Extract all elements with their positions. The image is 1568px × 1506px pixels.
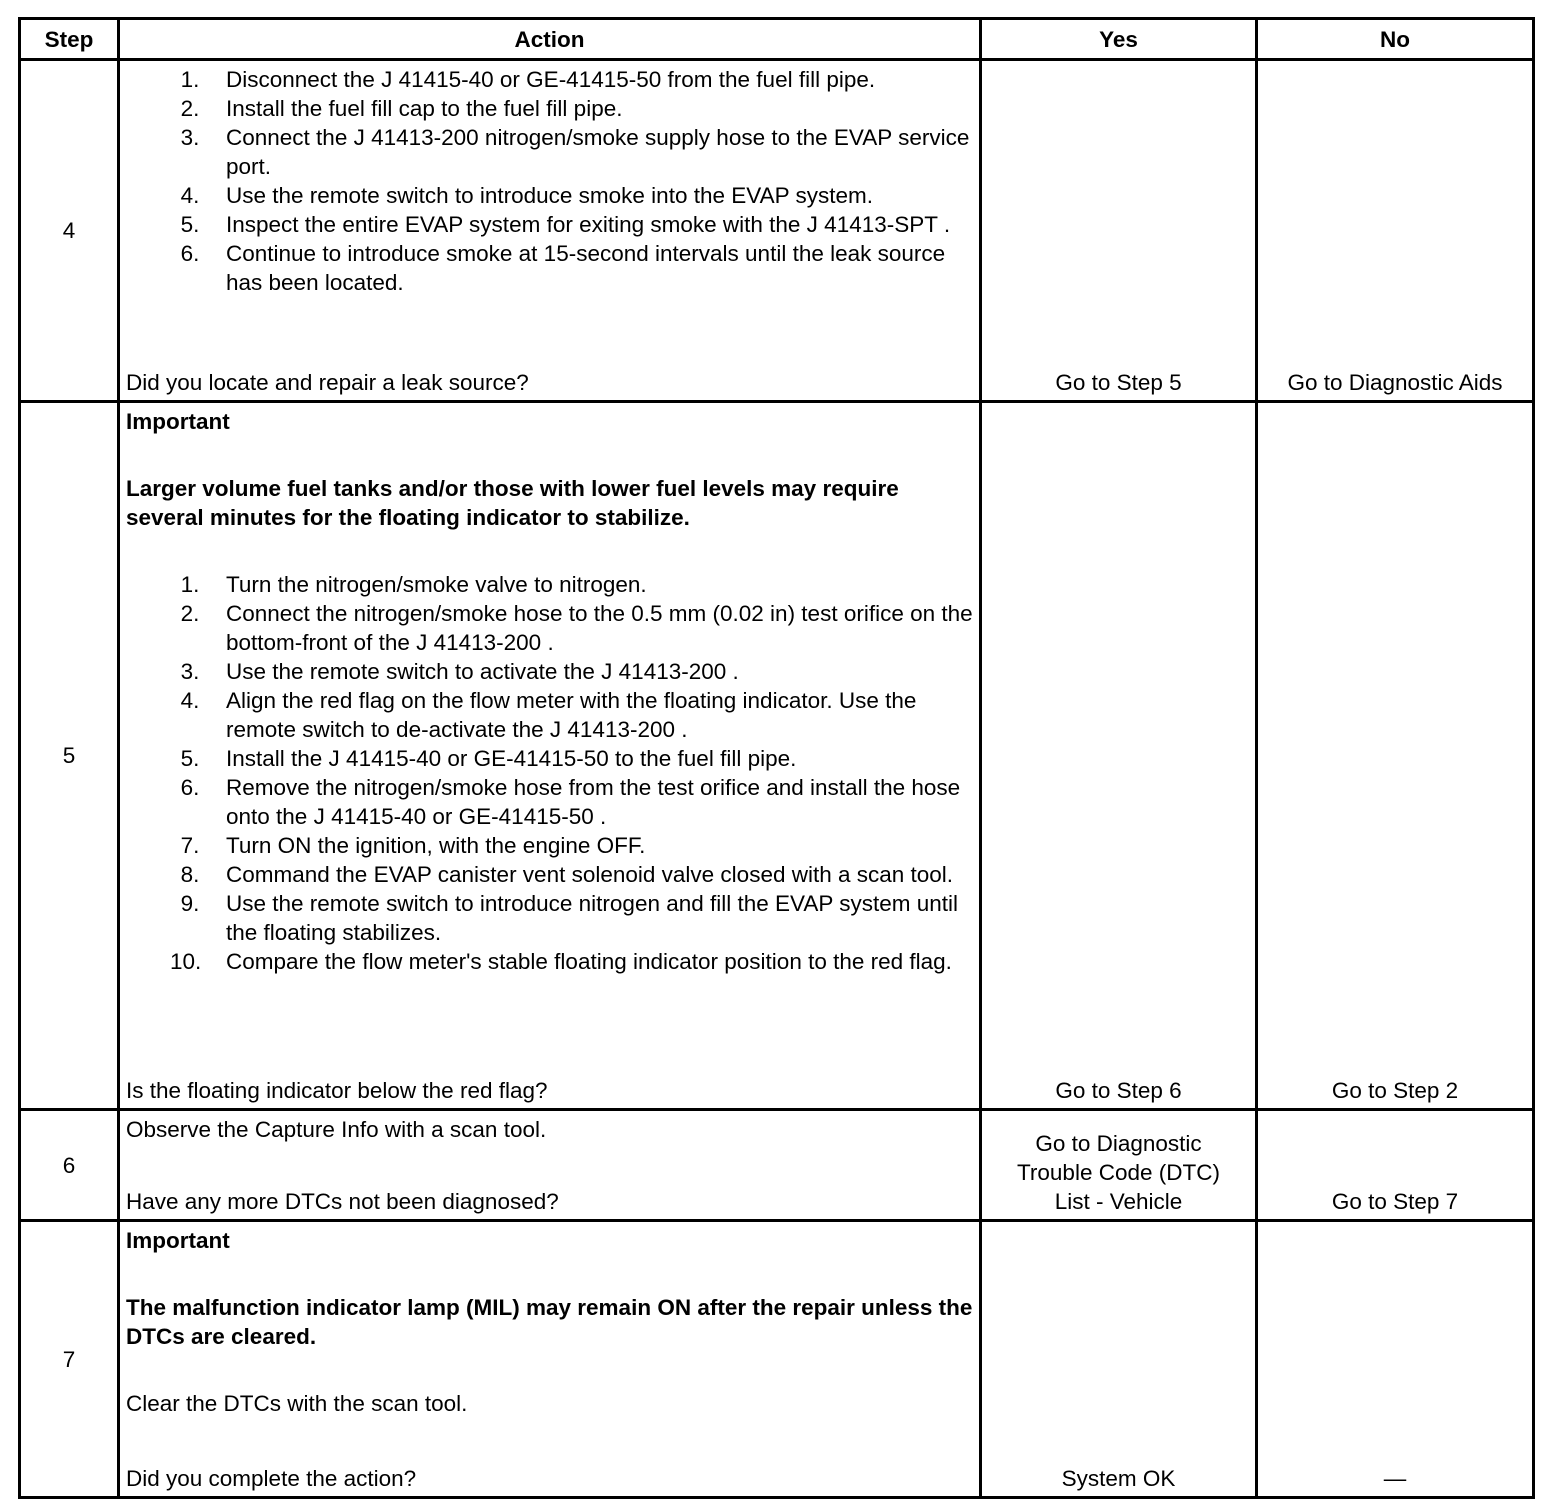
important-note: Larger volume fuel tanks and/or those with lower fuel levels may require several minutes for the floating indicator to stabilize. bbox=[126, 476, 899, 530]
table-row-step-5 bbox=[20, 402, 1534, 1110]
list-item: 6. Remove the nitrogen/smoke hose from the test orifice and install the hose onto the J 41415-40 or GE-41415-50 . bbox=[180, 775, 961, 829]
list-item: 2. Connect the nitrogen/smoke hose to the 0.5 mm (0.02 in) test orifice on the bottom-front of the J 41413-200 . bbox=[180, 601, 973, 655]
list-item: 1. Disconnect the J 41415-40 or GE-41415-50 from the fuel fill pipe. bbox=[180, 67, 876, 92]
header-step: Step bbox=[20, 19, 119, 60]
header-no: No bbox=[1257, 19, 1534, 60]
table-row-step-6 bbox=[20, 1110, 1534, 1221]
list-item: 1. Turn the nitrogen/smoke valve to nitrogen. bbox=[180, 572, 647, 597]
table-row-step-4 bbox=[20, 60, 1534, 402]
table-row-step-7 bbox=[20, 1221, 1534, 1498]
list-item: 10. Compare the flow meter's stable floating indicator position to the red flag. bbox=[170, 949, 952, 974]
important-label: Important bbox=[126, 409, 230, 434]
list-item: 4. Align the red flag on the flow meter with the floating indicator. Use the remote switch to de-activate the J 41413-200 . bbox=[180, 688, 917, 742]
question-text: Did you complete the action? bbox=[126, 1466, 417, 1491]
list-item: 4. Use the remote switch to introduce smoke into the EVAP system. bbox=[180, 183, 873, 208]
question-text: Have any more DTCs not been diagnosed? bbox=[126, 1189, 559, 1214]
step-number: 4 bbox=[20, 60, 119, 402]
header-yes: Yes bbox=[981, 19, 1257, 60]
no-result: Go to Diagnostic Aids bbox=[1257, 60, 1534, 402]
action-cell bbox=[119, 402, 981, 1110]
action-cell bbox=[119, 1110, 981, 1221]
action-cell bbox=[119, 1221, 981, 1498]
no-result: Go to Step 7 bbox=[1257, 1110, 1534, 1221]
important-note: The malfunction indicator lamp (MIL) may remain ON after the repair unless the DTCs are cleared. bbox=[126, 1295, 973, 1349]
procedure-list bbox=[126, 65, 973, 297]
action-text: Clear the DTCs with the scan tool. bbox=[126, 1391, 468, 1416]
list-item: 9. Use the remote switch to introduce nitrogen and fill the EVAP system until the floating stabilizes. bbox=[180, 891, 959, 945]
header-row bbox=[20, 19, 1534, 60]
list-item: 7. Turn ON the ignition, with the engine OFF. bbox=[180, 833, 646, 858]
yes-result: Go to Diagnostic Trouble Code (DTC) List - Vehicle bbox=[981, 1110, 1257, 1221]
list-item: 6. Continue to introduce smoke at 15-second intervals until the leak source has been located. bbox=[180, 241, 946, 295]
list-item: 8. Command the EVAP canister vent solenoid valve closed with a scan tool. bbox=[180, 862, 954, 887]
list-item: 3. Connect the J 41413-200 nitrogen/smoke supply hose to the EVAP service port. bbox=[180, 125, 970, 179]
step-number: 7 bbox=[20, 1221, 119, 1498]
question-text: Is the floating indicator below the red flag? bbox=[126, 1078, 548, 1103]
question-text: Did you locate and repair a leak source? bbox=[126, 370, 529, 395]
procedure-list bbox=[126, 570, 973, 976]
header-action: Action bbox=[119, 19, 981, 60]
list-item: 5. Inspect the entire EVAP system for exiting smoke with the J 41413-SPT . bbox=[180, 212, 951, 237]
yes-result: Go to Step 5 bbox=[981, 60, 1257, 402]
important-label: Important bbox=[126, 1228, 230, 1253]
yes-result: System OK bbox=[981, 1221, 1257, 1498]
step-number: 5 bbox=[20, 402, 119, 1110]
action-text: Observe the Capture Info with a scan tool. bbox=[126, 1117, 547, 1142]
yes-result: Go to Step 6 bbox=[981, 402, 1257, 1110]
diagnostic-table bbox=[18, 17, 1535, 1499]
list-item: 3. Use the remote switch to activate the J 41413-200 . bbox=[180, 659, 739, 684]
list-item: 5. Install the J 41415-40 or GE-41415-50 to the fuel fill pipe. bbox=[180, 746, 797, 771]
no-result: Go to Step 2 bbox=[1257, 402, 1534, 1110]
list-item: 2. Install the fuel fill cap to the fuel fill pipe. bbox=[180, 96, 623, 121]
action-cell bbox=[119, 60, 981, 402]
step-number: 6 bbox=[20, 1110, 119, 1221]
no-result: — bbox=[1257, 1221, 1534, 1498]
